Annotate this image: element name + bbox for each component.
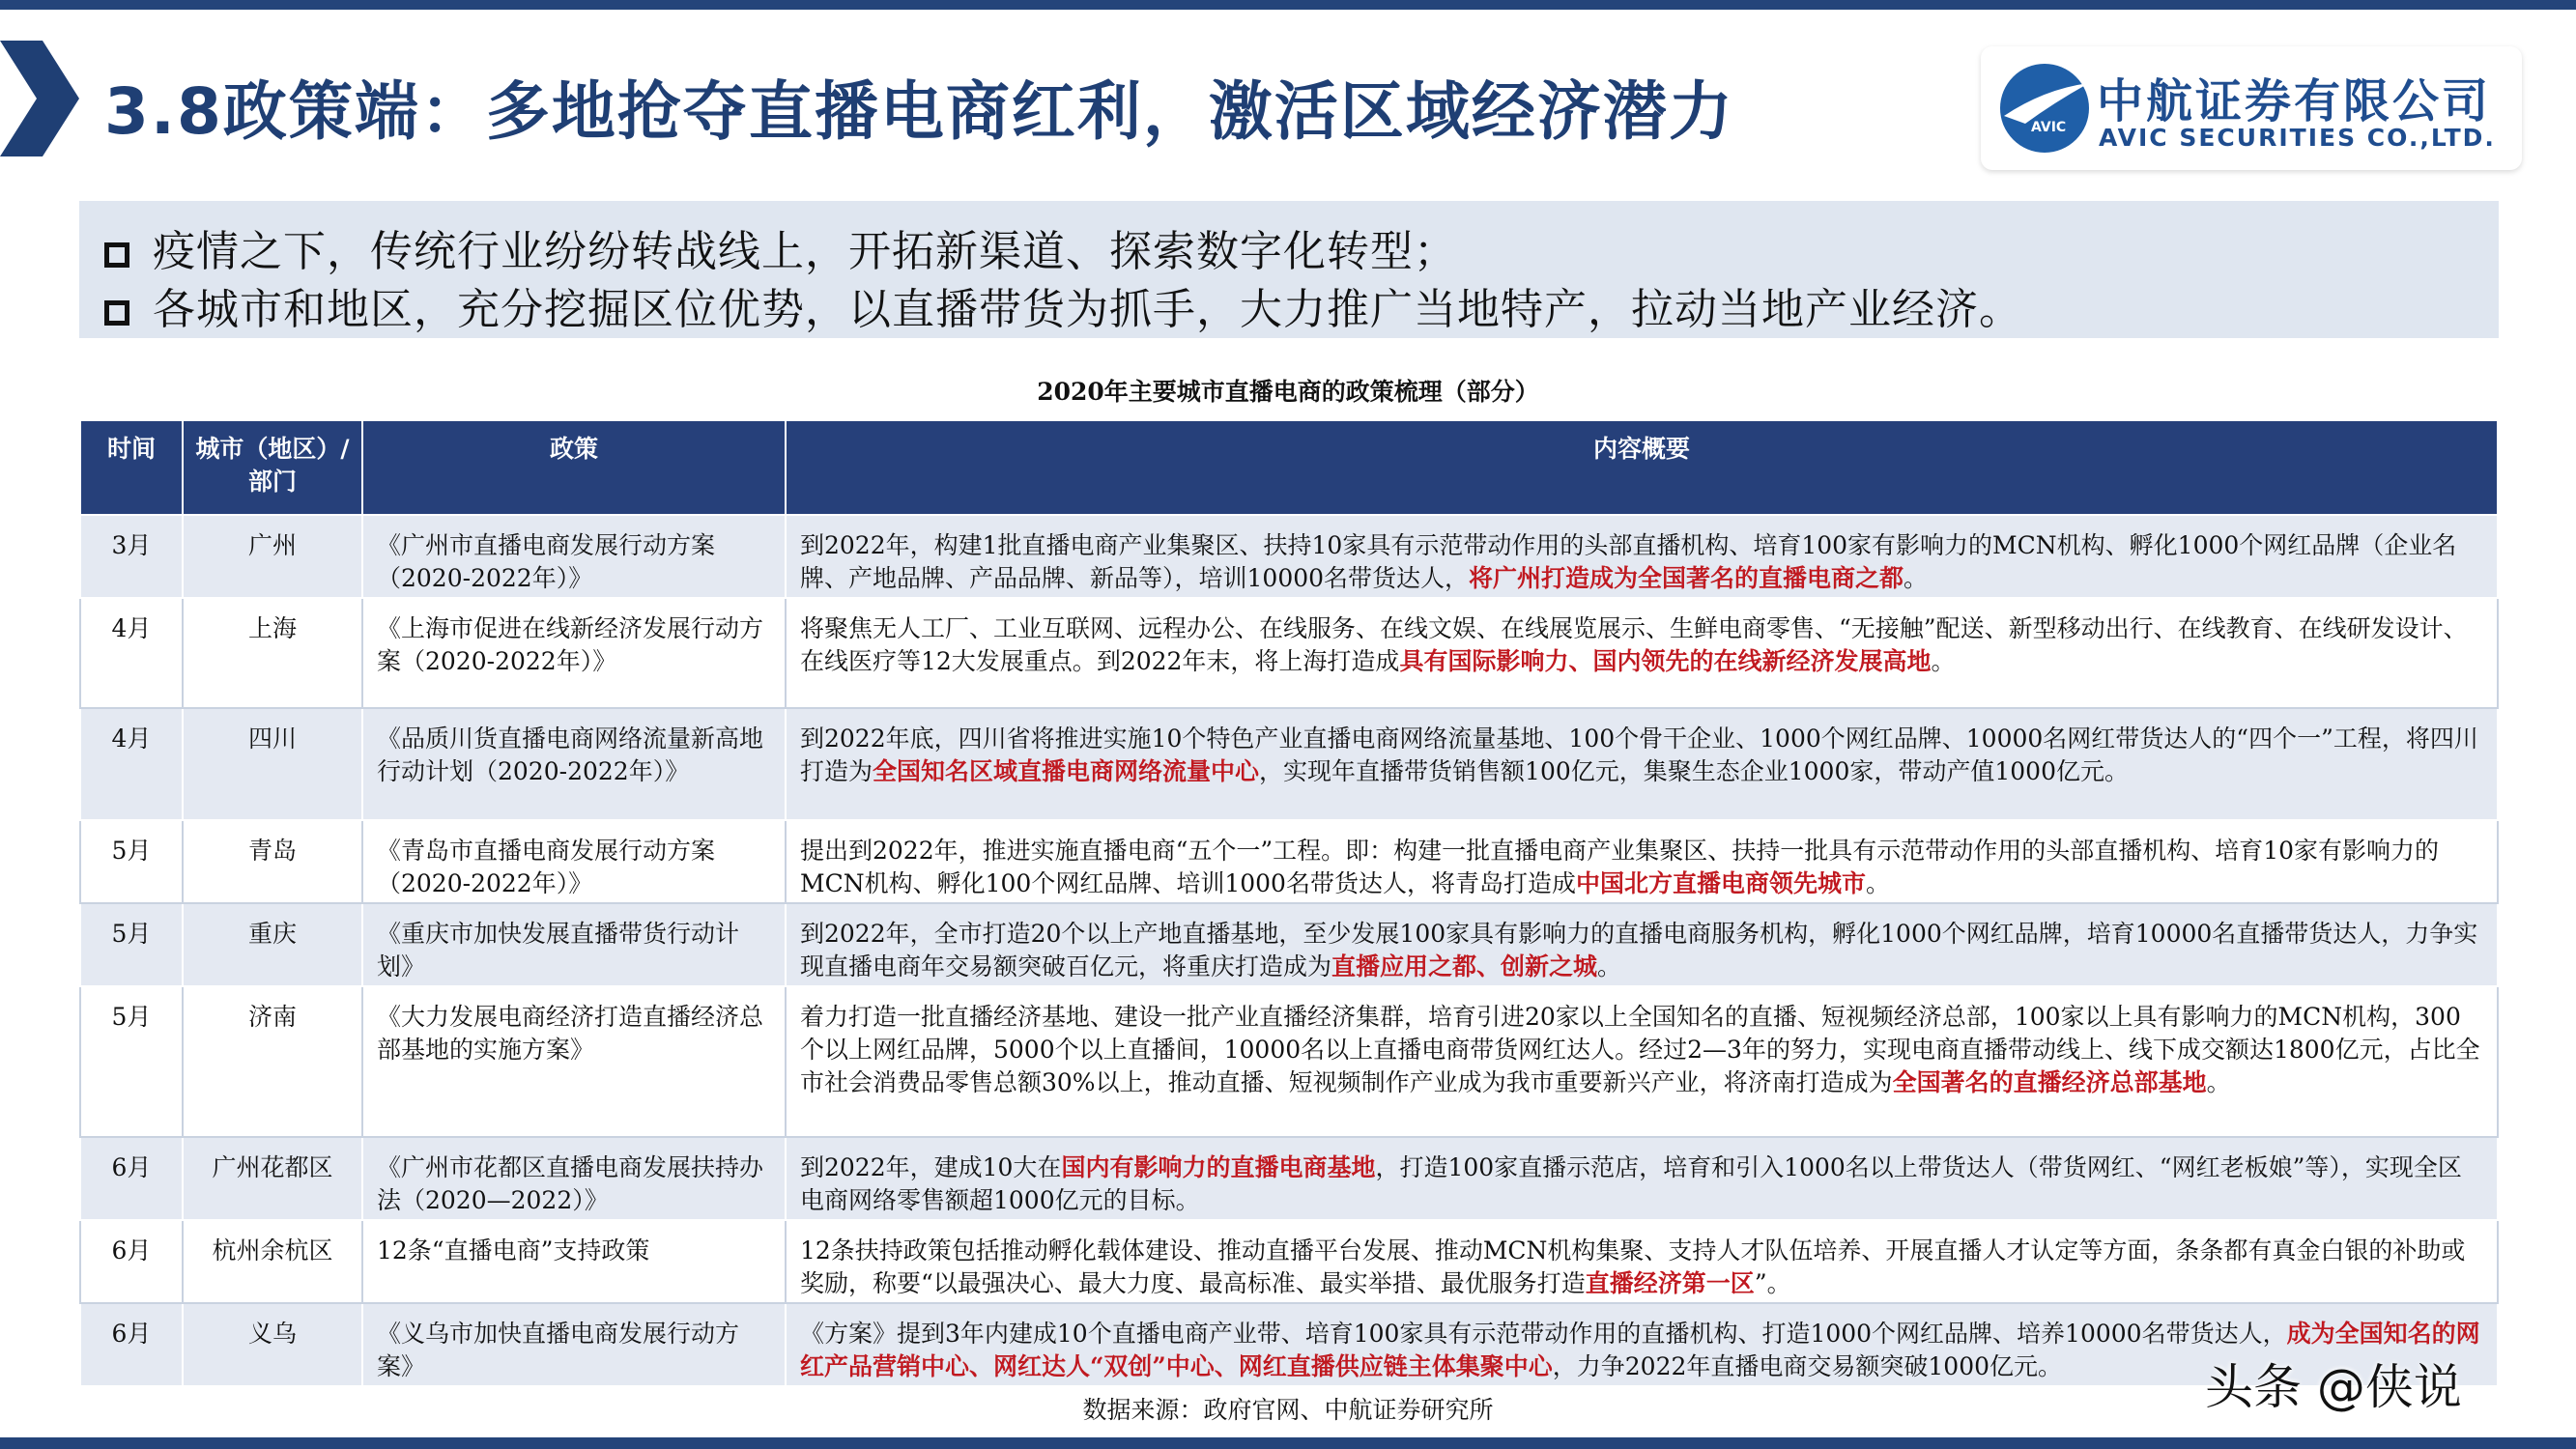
summary-text: 《方案》提到3年内建成10个直播电商产业带、培育100家具有示范带动作用的直播机构、打造1000个网红品牌、培养10000名带货达人，	[800, 1320, 2287, 1348]
logo-cn: 中航证券有限公司	[2097, 74, 2492, 128]
table-row	[80, 986, 2498, 1137]
bullet-item	[104, 216, 1457, 278]
summary-text-end: ，实现年直播带货销售额100亿元，集聚生态企业1000家，带动产值1000亿元。	[1259, 757, 2129, 785]
header-city: 城市（地区）/部门	[183, 420, 362, 515]
company-logo	[1981, 46, 2522, 170]
table-row	[80, 598, 2498, 708]
summary-text-end: 。	[1865, 869, 1890, 897]
cell-city: 青岛	[183, 820, 362, 903]
bottom-bar	[0, 1437, 2576, 1449]
summary-highlight: 具有国际影响力、国内领先的在线新经济发展高地	[1399, 647, 1932, 675]
avic-logo-icon	[1996, 60, 2093, 156]
summary-text: 着力打造一批直播经济基地、建设一批产业直播经济集群，培育引进20家以上全国知名的直播、短视频经济总部，100家以上具有影响力的MCN机构，300个以上网红品牌，5000个以上直播间，10000名以上直播电商带货网红达人。经过2—3年的努力，实现电商直播带动线上、线下成交额达1800亿元，占比全市社会消费品零售总额30%以上，推动直播、短视频制作产业成为我市重要新兴产业，将济南打造成为	[800, 1003, 2480, 1096]
summary-text: 将聚焦无人工厂、工业互联网、远程办公、在线服务、在线文娱、在线展览展示、生鲜电商零售、“无接触”配送、新型移动出行、在线教育、在线研发设计、在线医疗等12大发展重点。到2022年末，将上海打造成	[800, 614, 2468, 675]
summary-highlight: 成为全国知名的网红产品营销中心、网红达人“双创”中心、网红直播供应链主体集聚中心	[800, 1320, 2480, 1380]
cell-policy: 《大力发展电商经济打造直播经济总部基地的实施方案》	[362, 986, 786, 1137]
watermark: 头条 @侠说	[2205, 1359, 2462, 1415]
logo-mark-text: AVIC	[2031, 120, 2067, 135]
cell-city: 广州花都区	[183, 1137, 362, 1220]
bullet-text: 疫情之下，传统行业纷纷转战线上，开拓新渠道、探索数字化转型；	[153, 227, 1457, 276]
cell-city: 重庆	[183, 903, 362, 986]
summary-highlight: 直播经济第一区	[1585, 1269, 1755, 1297]
cell-time: 6月	[80, 1220, 183, 1303]
summary-text-end: 。	[2206, 1068, 2231, 1096]
table-row	[80, 515, 2498, 598]
cell-time: 6月	[80, 1303, 183, 1386]
cell-city: 义乌	[183, 1303, 362, 1386]
cell-time: 3月	[80, 515, 183, 598]
summary-text-end: ”。	[1754, 1269, 1791, 1297]
cell-time: 5月	[80, 820, 183, 903]
summary-text: 到2022年，建成10大在	[800, 1153, 1062, 1181]
summary-text-end: 。	[1597, 952, 1622, 980]
header-policy: 政策	[362, 420, 786, 515]
slide-title: 3.8政策端：多地抢夺直播电商红利，激活区域经济潜力	[104, 74, 1734, 149]
bullet-panel	[79, 201, 2499, 338]
summary-text-end: ，打造100家直播示范店，培育和引入1000名以上带货达人（带货网红、“网红老板娘”等），实现全区电商网络零售额超1000亿元的目标。	[800, 1153, 2462, 1214]
header-summary: 内容概要	[786, 420, 2498, 515]
table-row	[80, 1303, 2498, 1386]
table-header-row	[80, 420, 2498, 515]
summary-highlight: 全国知名区域直播电商网络流量中心	[873, 757, 1260, 785]
table-row	[80, 903, 2498, 986]
cell-city: 四川	[183, 708, 362, 820]
cell-summary	[786, 598, 2498, 708]
summary-highlight: 国内有影响力的直播电商基地	[1061, 1153, 1376, 1181]
cell-time: 5月	[80, 903, 183, 986]
table-row	[80, 1220, 2498, 1303]
summary-highlight: 中国北方直播电商领先城市	[1575, 869, 1866, 897]
table-row	[80, 1137, 2498, 1220]
cell-summary	[786, 1220, 2498, 1303]
cell-policy: 《青岛市直播电商发展行动方案（2020-2022年）》	[362, 820, 786, 903]
cell-policy: 《品质川货直播电商网络流量新高地行动计划（2020-2022年）》	[362, 708, 786, 820]
top-bar	[0, 0, 2576, 10]
summary-text-end: ，力争2022年直播电商交易额突破1000亿元。	[1552, 1352, 2063, 1380]
summary-text: 12条扶持政策包括推动孵化载体建设、推动直播平台发展、推动MCN机构集聚、支持人才队伍培养、开展直播人才认定等方面，条条都有真金白银的补助或奖励，称要“以最强决心、最大力度、最高标准、最实举措、最优服务打造	[800, 1236, 2466, 1297]
cell-time: 4月	[80, 708, 183, 820]
cell-time: 4月	[80, 598, 183, 708]
cell-policy: 《广州市直播电商发展行动方案（2020-2022年）》	[362, 515, 786, 598]
data-source: 数据来源：政府官网、中航证券研究所	[1082, 1396, 1494, 1424]
header-time: 时间	[80, 420, 183, 515]
cell-summary	[786, 986, 2498, 1137]
summary-text-end: 。	[1931, 647, 1956, 675]
cell-city: 广州	[183, 515, 362, 598]
policy-table	[79, 419, 2499, 1387]
cell-summary	[786, 1137, 2498, 1220]
summary-highlight: 直播应用之都、创新之城	[1331, 952, 1598, 980]
cell-summary	[786, 820, 2498, 903]
cell-policy: 《义乌市加快直播电商发展行动方案》	[362, 1303, 786, 1386]
cell-summary	[786, 708, 2498, 820]
bullet-item	[104, 274, 2022, 336]
cell-summary	[786, 515, 2498, 598]
bullet-text: 各城市和地区，充分挖掘区位优势，以直播带货为抓手，大力推广当地特产，拉动当地产业经济。	[153, 285, 2022, 334]
summary-text: 提出到2022年，推进实施直播电商“五个一”工程。即：构建一批直播电商产业集聚区、扶持一批具有示范带动作用的头部直播机构、培育10家有影响力的MCN机构、孵化100个网红品牌、培训1000名带货达人，将青岛打造成	[800, 837, 2440, 897]
summary-text: 到2022年，构建1批直播电商产业集聚区、扶持10家具有示范带动作用的头部直播机构、培育100家有影响力的MCN机构、孵化1000个网红品牌（企业名牌、产地品牌、产品品牌、新品等），培训10000名带货达人，	[800, 531, 2457, 592]
logo-en: AVIC SECURITIES CO.,LTD.	[2099, 124, 2496, 152]
summary-highlight: 全国著名的直播经济总部基地	[1892, 1068, 2207, 1096]
table-row	[80, 820, 2498, 903]
summary-text-end: 。	[1903, 564, 1929, 592]
cell-policy: 12条“直播电商”支持政策	[362, 1220, 786, 1303]
table-row	[80, 708, 2498, 820]
cell-time: 5月	[80, 986, 183, 1137]
cell-policy: 《重庆市加快发展直播带货行动计划》	[362, 903, 786, 986]
summary-text: 到2022年，全市打造20个以上产地直播基地，至少发展100家具有影响力的直播电商服务机构，孵化1000个网红品牌，培育10000名直播带货达人，力争实现直播电商年交易额突破百亿元，将重庆打造成为	[800, 920, 2478, 980]
table-caption: 2020年主要城市直播电商的政策梳理（部分）	[1037, 378, 1539, 406]
summary-text: 到2022年底，四川省将推进实施10个特色产业直播电商网络流量基地、100个骨干企业、1000个网红品牌、10000名网红带货达人的“四个一”工程，将四川打造为	[800, 724, 2478, 785]
cell-time: 6月	[80, 1137, 183, 1220]
summary-highlight: 将广州打造成为全国著名的直播电商之都	[1469, 564, 1904, 592]
cell-city: 上海	[183, 598, 362, 708]
cell-city: 杭州余杭区	[183, 1220, 362, 1303]
square-bullet-icon	[104, 242, 129, 268]
cell-policy: 《广州市花都区直播电商发展扶持办法（2020—2022）》	[362, 1137, 786, 1220]
chevron-right-icon	[0, 41, 79, 156]
cell-city: 济南	[183, 986, 362, 1137]
cell-summary	[786, 903, 2498, 986]
square-bullet-icon	[104, 300, 129, 326]
cell-policy: 《上海市促进在线新经济发展行动方案（2020-2022年）》	[362, 598, 786, 708]
